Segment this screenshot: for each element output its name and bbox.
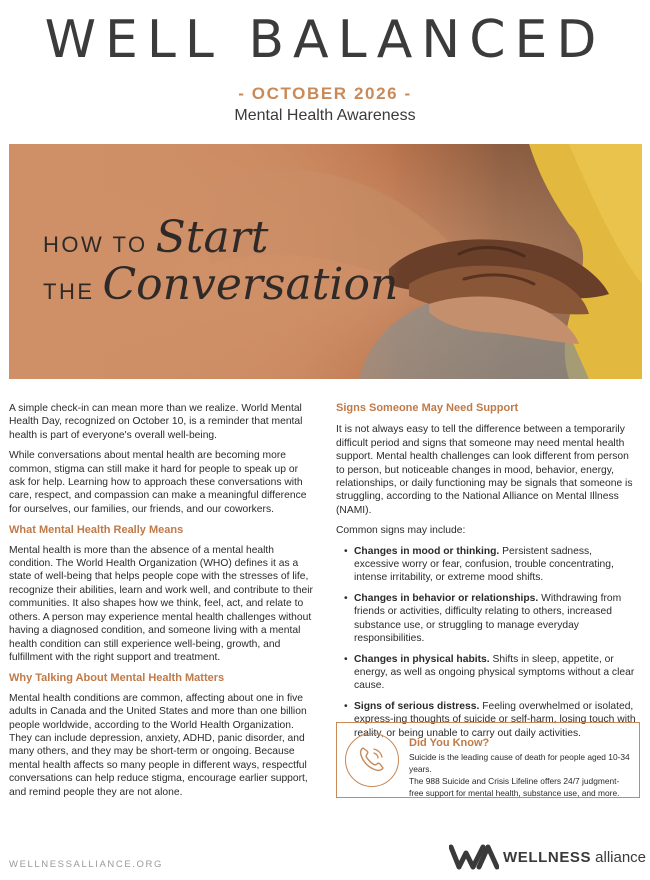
issue-date: - OCTOBER 2026 - [238, 84, 412, 103]
hero-title [43, 212, 398, 310]
logo-word-alliance: alliance [595, 848, 647, 866]
sign-title: Changes in physical habits. [354, 653, 490, 665]
logo-word-wellness: WELLNESS [503, 848, 592, 866]
section-body-mental-health-meaning: Mental health is more than the absence of a mental health condition. The World Health Organization (WHO) defines it as a state of well-being that helps people cope with the stresses of life, recognize their abilities, learn and work well, and contribute to their communities. It also shapes how we think, feel, act, and relate to others. A person may experience mental health challenges without having a diagnosed condition, and someone living with a mental health condition can still experience well-being, growth, and fulfillment with the right support and treatment. [9, 544, 313, 663]
footer-url[interactable]: WELLNESSALLIANCE.ORG [9, 859, 163, 870]
hero-banner [9, 144, 642, 379]
sign-text: Feeling overwhelmed or isolated, express-ing thoughts of suicide or self-harm, losing touch with reality, or being unable to carry out daily activities. [354, 700, 636, 739]
sign-text: Withdrawing from friends or activities, difficulty relating to others, increased substance use, or struggling to manage everyday responsibilities. [354, 592, 622, 645]
hero-title-how-to: HOW TO [43, 232, 148, 257]
section-heading-signs: Signs Someone May Need Support [336, 402, 519, 414]
sign-title: Signs of serious distress. [354, 700, 480, 712]
section-heading-mental-health-meaning: What Mental Health Really Means [9, 524, 184, 537]
signs-intro: Common signs may include: [336, 525, 466, 537]
right-column [336, 402, 640, 747]
phone-icon [345, 733, 399, 787]
list-item [344, 592, 640, 646]
callout-heading: Did You Know? [409, 737, 490, 749]
callout-line-2: The 988 Suicide and Crisis Lifeline offers 24/7 judgment-free support for mental health, substance use, and more. [409, 776, 620, 798]
section-heading-why-talking-matters: Why Talking About Mental Health Matters [9, 672, 225, 685]
callout-line-1: Suicide is the leading cause of death for people aged 10-34 years. [409, 752, 630, 774]
wa-logo-mark-icon [449, 843, 499, 871]
issue-topic: Mental Health Awareness [234, 107, 416, 124]
sign-title: Changes in mood or thinking. [354, 545, 500, 557]
sign-title: Changes in behavior or relationships. [354, 592, 539, 604]
section-body-why-talking-matters: Mental health conditions are common, affecting about one in five adults in Canada and the United States and more than one billion people worldwide, according to the World Health Organization. They can include depression, anxiety, ADHD, panic disorder, and many others, and they may be short-term or ongoing. Because mental health affects so many people in different ways, respectful conversations can help reduce stigma, encourage earlier support, and remind people they are not alone. [9, 692, 308, 798]
signs-list [336, 545, 640, 740]
sign-text: Persistent sadness, excessive worry or fear, confusion, trouble concentrating, intense irritability, or extreme mood shifts. [354, 545, 614, 584]
list-item [344, 653, 640, 693]
wellness-alliance-logo [449, 841, 646, 873]
left-column [9, 402, 314, 806]
section-body-signs: It is not always easy to tell the difference between a temporarily difficult period and signs that someone may need mental health support. Mental health challenges can look different from person to person, but noticeable changes in mood, behavior, energy, relationships, or daily functioning may be signals that someone is struggling, according to the National Alliance on Mental Illness (NAMI). [336, 424, 633, 516]
sign-text: Shifts in sleep, appetite, or energy, as well as ongoing physical symptoms without a clear cause. [354, 653, 635, 692]
intro-paragraph-1: A simple check-in can mean more than we realize. World Mental Health Day, recognized on October 10, is a reminder that mental health is part of everyone's overall well-being. [9, 403, 303, 441]
callout-body [409, 751, 633, 799]
masthead-title: WELL BALANCED [44, 10, 606, 70]
list-item [344, 545, 640, 585]
hero-title-conversation: Conversation [102, 259, 399, 310]
hero-title-start: Start [155, 212, 269, 263]
did-you-know-callout [336, 722, 640, 798]
intro-paragraph-2: While conversations about mental health are becoming more common, stigma can still make it hard for people to speak up or ask for help. Learning how to approach these conversations with care, respect, and compassion can make a meaningful difference for ourselves, our families, our friends, and our coworkers. [9, 450, 307, 515]
hero-title-the: THE [43, 279, 95, 304]
